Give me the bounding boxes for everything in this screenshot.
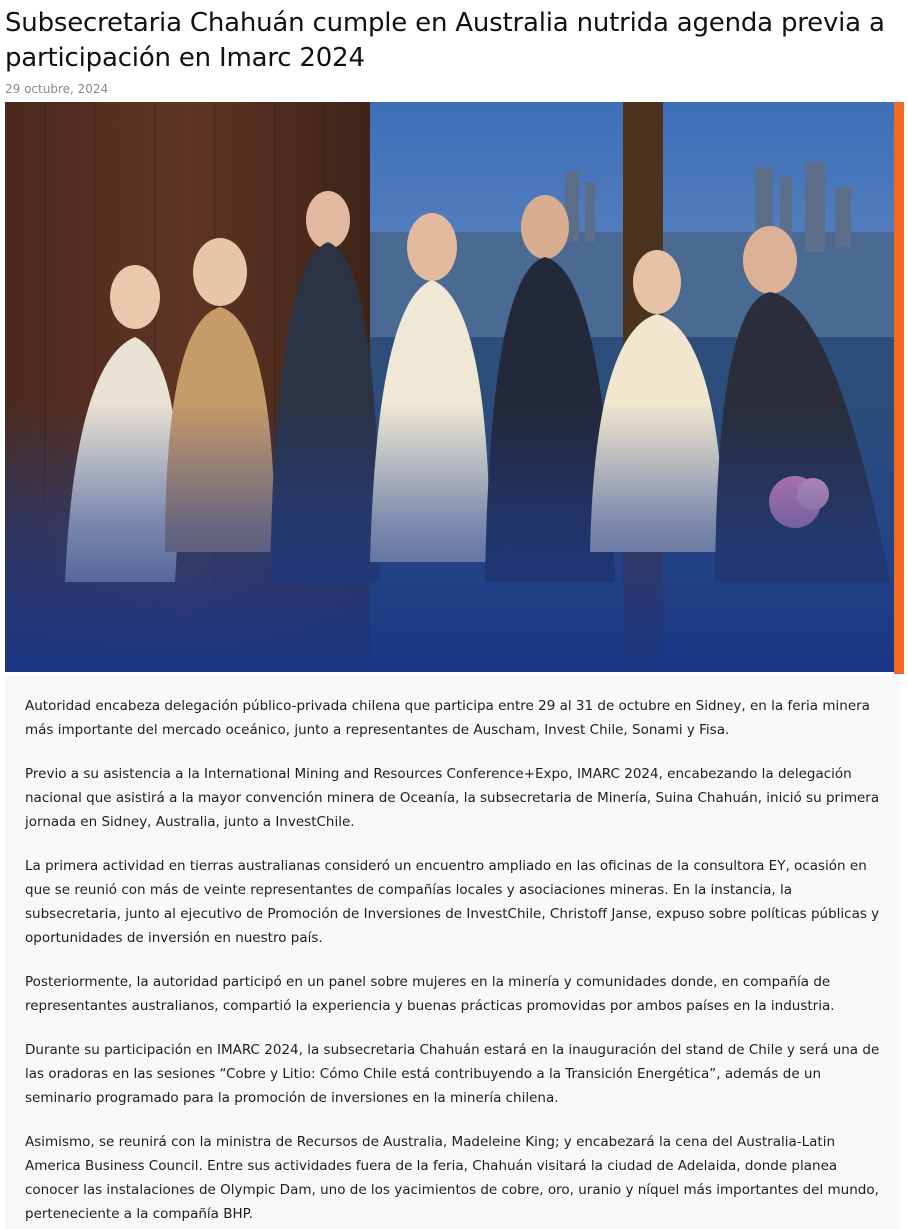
paragraph: Posteriormente, la autoridad participó en un panel sobre mujeres en la minería y comunidades donde, en compañía de representantes australianos, compartió la experiencia y buenas prácticas promovidas por ambos países en la industria.	[25, 974, 835, 1014]
accent-bar	[894, 102, 904, 674]
paragraph: Durante su participación en IMARC 2024, la subsecretaria Chahuán estará en la inauguración del stand de Chile y será una de las oradoras en las sesiones “Cobre y Litio: Cómo Chile está contribuyendo a la Transición Energética”, además de un seminario programado para la promoción de inversiones en la minería chilena.	[25, 1042, 880, 1106]
paragraph: Asimismo, se reunirá con la ministra de Recursos de Australia, Madeleine King; y encabezará la cena del Australia-Latin America Business Council. Entre sus actividades fuera de la feria, Chahuán visitará la ciudad de Adelaida, donde planea conocer las instalaciones de Olympic Dam, uno de los yacimientos de cobre, oro, uranio y níquel más importantes del mundo, perteneciente a la compañía BHP.	[25, 1134, 879, 1222]
group-photo-image	[5, 102, 894, 672]
paragraph: Previo a su asistencia a la International Mining and Resources Conference+Expo, IMARC 2024, encabezando la delegación nacional que asistirá a la mayor convención minera de Oceanía, la subsecretaria de Minería, Suina Chahuán, inició su primera jornada en Sidney, Australia, junto a InvestChile.	[25, 766, 880, 830]
article-date: 29 octubre, 2024	[5, 82, 109, 96]
paragraph-lead: Autoridad encabeza delegación público-privada chilena que participa entre 29 al 31 de octubre en Sidney, en la feria minera más importante del mercado oceánico, junto a representantes de Auscham, Invest Chile, Sonami y Fisa.	[25, 698, 870, 738]
article-photo	[5, 102, 894, 672]
article-body	[5, 676, 900, 1229]
paragraph: La primera actividad en tierras australianas consideró un encuentro ampliado en las oficinas de la consultora EY, ocasión en que se reunió con más de veinte representantes de compañías locales y asociaciones mineras. En la instancia, la subsecretaria, junto al ejecutivo de Promoción de Inversiones de InvestChile, Christoff Janse, expuso sobre políticas públicas y oportunidades de inversión en nuestro país.	[25, 858, 880, 946]
article-title: Subsecretaria Chahuán cumple en Australia nutrida agenda previa a participación en Imarc 2024	[5, 8, 885, 73]
